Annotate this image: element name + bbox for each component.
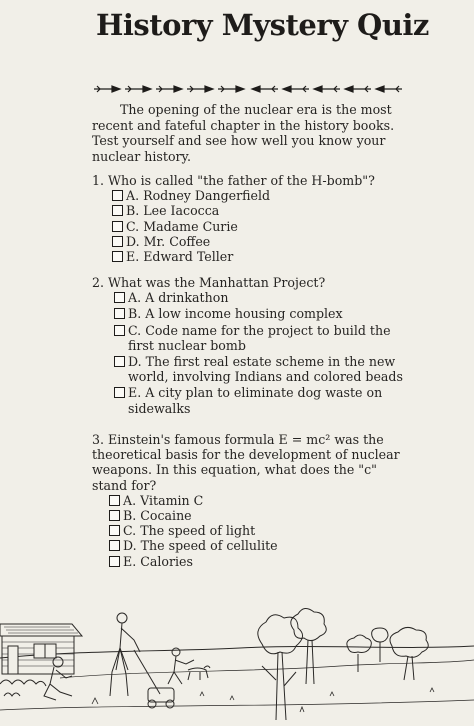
answer-option[interactable] bbox=[114, 306, 412, 321]
answer-option[interactable] bbox=[112, 219, 412, 234]
answer-option[interactable] bbox=[112, 203, 412, 218]
lawnmower-man-figure bbox=[110, 613, 174, 708]
answer-option[interactable] bbox=[109, 538, 404, 553]
answer-option[interactable] bbox=[114, 385, 412, 415]
answer-label: B. A low income housing complex bbox=[128, 306, 343, 322]
answer-option[interactable] bbox=[114, 290, 412, 305]
gardener-figure bbox=[44, 657, 72, 700]
checkbox[interactable] bbox=[109, 540, 120, 551]
question-text: 3. Einstein's famous formula E = mc² was the theoretical basis for the development of nuclear weapons. In this equation, what does the "c" stand for? bbox=[92, 432, 400, 493]
checkbox[interactable] bbox=[109, 556, 120, 567]
answer-option[interactable] bbox=[112, 234, 412, 249]
checkbox[interactable] bbox=[114, 292, 125, 303]
answer-option[interactable] bbox=[112, 249, 412, 264]
question-1 bbox=[92, 173, 412, 264]
answer-option[interactable] bbox=[109, 508, 404, 523]
answer-option[interactable] bbox=[109, 554, 404, 569]
checkbox[interactable] bbox=[114, 308, 125, 319]
answer-label: D. Mr. Coffee bbox=[126, 233, 211, 249]
suburban-scene-illustration bbox=[0, 600, 474, 726]
answer-options bbox=[109, 493, 404, 569]
question-text: 2. What was the Manhattan Project? bbox=[92, 275, 326, 290]
checkbox[interactable] bbox=[114, 325, 125, 336]
answer-option[interactable] bbox=[112, 188, 412, 203]
answer-label: A. A drinkathon bbox=[128, 290, 229, 306]
answer-label: D. The first real estate scheme in the new world, involving Indians and colored beads bbox=[128, 354, 403, 385]
checkbox[interactable] bbox=[112, 205, 123, 216]
answer-label: E. Edward Teller bbox=[126, 249, 234, 265]
house-drawing bbox=[0, 624, 82, 674]
question-text: 1. Who is called "the father of the H-bomb"? bbox=[92, 173, 375, 188]
answer-label: B. Cocaine bbox=[123, 508, 192, 524]
checkbox[interactable] bbox=[109, 525, 120, 536]
checkbox[interactable] bbox=[114, 387, 125, 398]
checkbox[interactable] bbox=[109, 510, 120, 521]
answer-label: C. The speed of light bbox=[123, 523, 256, 539]
answer-label: A. Rodney Dangerfield bbox=[126, 188, 271, 204]
answer-label: C. Code name for the project to build the first nuclear bomb bbox=[128, 322, 391, 353]
answer-options bbox=[112, 188, 412, 264]
trees-drawing bbox=[258, 608, 428, 720]
checkbox[interactable] bbox=[112, 190, 123, 201]
answer-option[interactable] bbox=[109, 493, 404, 508]
dog-figure bbox=[188, 666, 210, 680]
checkbox[interactable] bbox=[112, 221, 123, 232]
question-2 bbox=[92, 275, 412, 417]
answer-label: E. Calories bbox=[123, 553, 193, 569]
answer-options bbox=[114, 290, 412, 416]
question-3 bbox=[92, 432, 404, 569]
child-figure bbox=[168, 648, 194, 684]
answer-label: C. Madame Curie bbox=[126, 218, 238, 234]
answer-label: A. Vitamin C bbox=[123, 492, 204, 508]
checkbox[interactable] bbox=[112, 236, 123, 247]
answer-option[interactable] bbox=[114, 354, 412, 384]
answer-option[interactable] bbox=[114, 323, 412, 353]
answer-label: E. A city plan to eliminate dog waste on sidewalks bbox=[128, 385, 383, 416]
intro-paragraph: The opening of the nuclear era is the most recent and fateful chapter in the history books. Test yourself and see how well you know your nuclear history. bbox=[92, 102, 395, 164]
answer-label: D. The speed of cellulite bbox=[123, 538, 278, 554]
checkbox[interactable] bbox=[109, 495, 120, 506]
page-title: History Mystery Quiz bbox=[96, 8, 429, 42]
answer-label: B. Lee Iacocca bbox=[126, 203, 220, 219]
checkbox[interactable] bbox=[112, 251, 123, 262]
checkbox[interactable] bbox=[114, 356, 125, 367]
rocket-divider bbox=[94, 82, 404, 96]
answer-option[interactable] bbox=[109, 523, 404, 538]
